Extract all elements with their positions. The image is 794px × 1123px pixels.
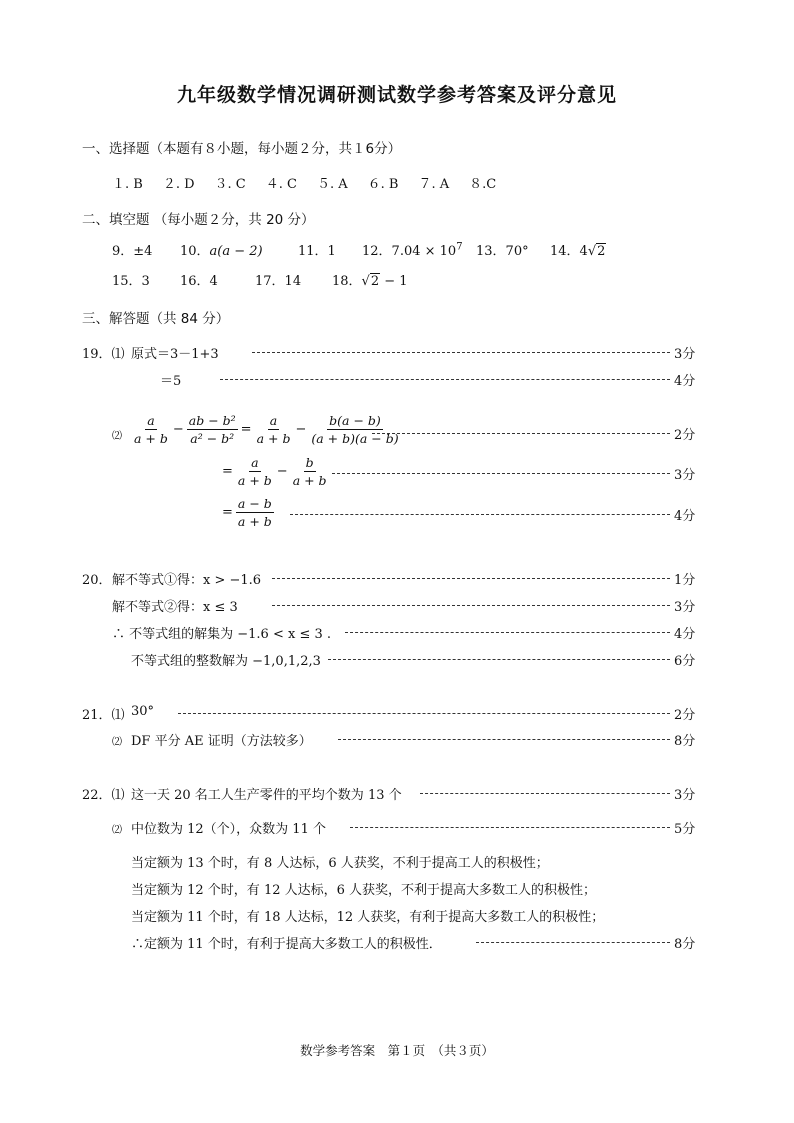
- q20-step1: 解不等式①得：x > −1.6: [112, 573, 262, 588]
- score: 4分: [674, 374, 696, 389]
- sqrt-icon: √: [587, 244, 597, 259]
- score: 3分: [674, 347, 696, 362]
- q12-exponent: 7: [456, 241, 463, 253]
- fraction: $\frac{b(a - b)}{(a + b)(a - b)}$: [311, 413, 399, 446]
- score: 3分: [674, 788, 696, 803]
- score: 2分: [674, 708, 696, 723]
- leader-line: [290, 514, 670, 515]
- fraction: $\frac{a}{a + b}$: [134, 413, 168, 446]
- fraction: $\frac{a}{a + b}$: [256, 413, 291, 446]
- q22-answer2: 中位数为 12（个），众数为 11 个: [131, 822, 326, 837]
- q19-part2-line2: [222, 455, 329, 488]
- q22-analysis-line: 当定额为 13 个时，有 8 人达标，6 人获奖，不利于提高工人的积极性；: [131, 856, 549, 871]
- section1-heading: 一、选择题（本题有８小题，每小题２分，共１6分）: [82, 141, 402, 157]
- score: 8分: [674, 734, 696, 749]
- q20-number: 20．: [82, 573, 112, 588]
- q19-step1: 原式＝3－1+3: [131, 347, 219, 362]
- q12-base: 7.04 × 10: [391, 244, 457, 259]
- fill-q15: 15．3: [112, 274, 150, 289]
- q22-number: 22．⑴: [82, 788, 125, 803]
- fill-q13: 13．70°: [476, 244, 529, 259]
- score: 3分: [674, 468, 696, 483]
- fill-q17: 17．14: [255, 274, 302, 289]
- q19-part2-label: ⑵: [112, 431, 122, 442]
- fraction: $\frac{b}{a + b}$: [292, 455, 327, 488]
- q20-step4: 不等式组的整数解为 −1,0,1,2,3: [131, 654, 321, 669]
- fill-q16: 16．4: [180, 274, 218, 289]
- section3-heading: 三、解答题（共 84 分）: [82, 311, 230, 327]
- minus-sign: −: [295, 422, 307, 437]
- q19-part2-line1: [132, 413, 401, 446]
- score: 1分: [674, 573, 696, 588]
- score: 4分: [674, 627, 696, 642]
- leader-line: [272, 605, 670, 606]
- mc-answer: ３. C: [214, 177, 246, 192]
- q19-number: 19．⑴: [82, 347, 125, 362]
- q22-part2-label: ⑵: [112, 825, 122, 836]
- mc-answer: ４. C: [265, 177, 297, 192]
- mc-answers: [112, 173, 496, 192]
- q10-number: 10．: [180, 244, 210, 259]
- q18-radicand: 2: [370, 274, 380, 289]
- leader-line: [345, 632, 670, 633]
- q18-tail: − 1: [380, 274, 408, 289]
- q14-number: 14．4: [550, 244, 588, 259]
- leader-line: [272, 578, 670, 579]
- fill-q11: 11．1: [298, 244, 336, 259]
- mc-answer: １. B: [112, 177, 143, 192]
- q22-analysis-line: 当定额为 12 个时，有 12 人达标，6 人获奖，不利于提高大多数工人的积极性；: [131, 883, 597, 898]
- mc-answer: ８.C: [469, 177, 497, 192]
- leader-line: [350, 827, 670, 828]
- equals-sign: =: [222, 505, 233, 520]
- mc-answer: ７. A: [418, 177, 450, 192]
- leader-line: [328, 659, 670, 660]
- score: 8分: [674, 937, 696, 952]
- fill-q18: [332, 270, 408, 289]
- q18-number: 18．: [332, 274, 362, 289]
- leader-line: [476, 942, 670, 943]
- leader-line: [338, 739, 670, 740]
- mc-answer: ５. A: [316, 177, 348, 192]
- q21-answer1: 30°: [131, 704, 155, 719]
- page-footer: 数学参考答案 第１页 （共３页）: [300, 1043, 494, 1058]
- q22-answer1: 这一天 20 名工人生产零件的平均个数为 13 个: [131, 788, 402, 803]
- leader-line: [372, 433, 670, 434]
- leader-line: [332, 473, 670, 474]
- mc-answer: ２. D: [162, 177, 195, 192]
- q10-answer: a(a − 2): [209, 244, 263, 259]
- page-title: 九年级数学情况调研测试数学参考答案及评分意见: [176, 84, 617, 106]
- score: 3分: [674, 600, 696, 615]
- q20-step3: ∴ 不等式组的解集为 −1.6 < x ≤ 3 .: [112, 627, 332, 642]
- fill-q10: [180, 240, 263, 259]
- leader-line: [178, 713, 670, 714]
- minus-sign: −: [276, 464, 288, 479]
- score: 4分: [674, 509, 696, 524]
- mc-answer: ６. B: [367, 177, 399, 192]
- fraction: $\frac{a}{a + b}$: [237, 455, 272, 488]
- score: 6分: [674, 654, 696, 669]
- score: 5分: [674, 822, 696, 837]
- leader-line: [220, 379, 670, 380]
- equals-sign: =: [240, 422, 252, 437]
- q21-answer2: DF 平分 AE 证明（方法较多）: [131, 734, 312, 749]
- q21-number: 21．⑴: [82, 708, 125, 723]
- q19-step2: ＝5: [160, 374, 182, 389]
- leader-line: [252, 352, 670, 353]
- equals-sign: =: [222, 464, 233, 479]
- sqrt-icon: √: [361, 274, 370, 289]
- q19-part2-line3: [222, 496, 274, 529]
- fill-q12: [362, 240, 463, 259]
- minus-sign: −: [172, 422, 184, 437]
- fill-q14: [550, 240, 606, 259]
- score: 2分: [674, 428, 696, 443]
- leader-line: [420, 793, 670, 794]
- fill-q9: 9．±4: [112, 244, 153, 259]
- q22-conclusion: ∴定额为 11 个时，有利于提高大多数工人的积极性．: [131, 937, 442, 952]
- q22-analysis-line: 当定额为 11 个时，有 18 人达标，12 人获奖，有利于提高大多数工人的积极性；: [131, 910, 605, 925]
- q20-step2: 解不等式②得：x ≤ 3: [112, 600, 238, 615]
- q12-number: 12．: [362, 244, 392, 259]
- fraction: $\frac{\text{ab − b²}}{\text{a² − b²}}$: [188, 413, 236, 446]
- fraction: $\frac{a - b}{a + b}$: [237, 496, 272, 529]
- section2-heading: 二、填空题 （每小题２分，共 20 分）: [82, 212, 315, 228]
- q21-part2-label: ⑵: [112, 737, 122, 748]
- q14-radicand: 2: [597, 244, 606, 259]
